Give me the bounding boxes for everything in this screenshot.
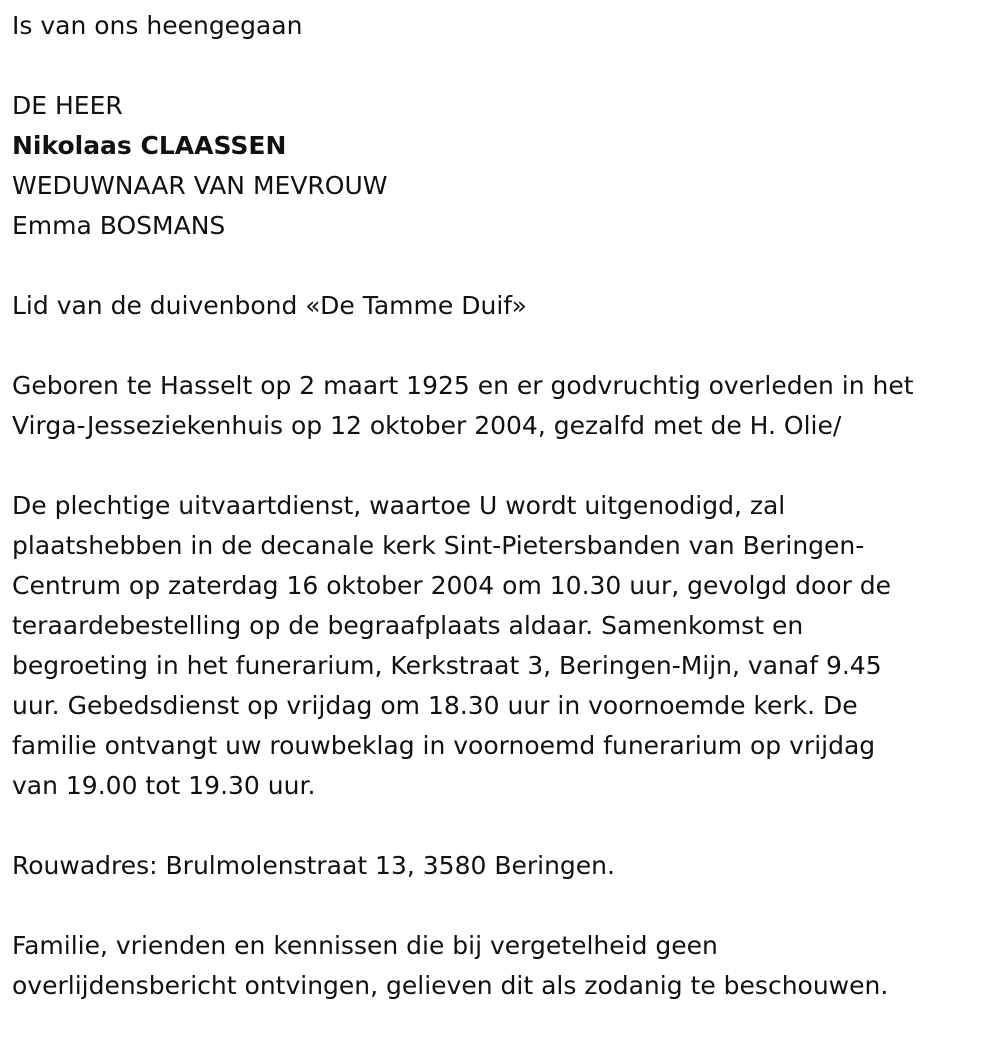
service-line-7: familie ontvangt uw rouwbeklag in voornoemd funerarium op vrijdag — [12, 731, 876, 760]
service-block — [12, 486, 988, 806]
service-line-2: plaatshebben in de decanale kerk Sint-Pietersbanden van Beringen- — [12, 531, 865, 560]
deceased-name: Nikolaas CLAASSEN — [12, 131, 287, 160]
service-line-6: uur. Gebedsdienst op vrijdag om 18.30 uur in voornoemde kerk. De — [12, 691, 858, 720]
address-block — [12, 846, 988, 886]
membership-block — [12, 286, 988, 326]
service-line-8: van 19.00 tot 19.30 uur. — [12, 771, 316, 800]
address-text: Rouwadres: Brulmolenstraat 13, 3580 Beringen. — [12, 851, 615, 880]
birth-death-line-2: Virga-Jesseziekenhuis op 12 oktober 2004, gezalfd met de H. Olie/ — [12, 411, 842, 440]
service-line-4: teraardebestelling op de begraafplaats aldaar. Samenkomst en — [12, 611, 804, 640]
service-line-3: Centrum op zaterdag 16 oktober 2004 om 10.30 uur, gevolgd door de — [12, 571, 892, 600]
service-line-5: begroeting in het funerarium, Kerkstraat 3, Beringen-Mijn, vanaf 9.45 — [12, 651, 882, 680]
spouse-relation: WEDUWNAAR VAN MEVROUW — [12, 171, 388, 200]
closing-block — [12, 926, 988, 1006]
intro-block — [12, 6, 988, 46]
closing-line-2: overlijdensbericht ontvingen, gelieven dit als zodanig te beschouwen. — [12, 971, 889, 1000]
membership-text: Lid van de duivenbond «De Tamme Duif» — [12, 291, 527, 320]
intro-text: Is van ons heengegaan — [12, 11, 303, 40]
closing-line-1: Familie, vrienden en kennissen die bij vergetelheid geen — [12, 931, 718, 960]
service-line-1: De plechtige uitvaartdienst, waartoe U wordt uitgenodigd, zal — [12, 491, 786, 520]
birth-death-block — [12, 366, 988, 446]
name-block — [12, 86, 988, 246]
title-text: DE HEER — [12, 91, 123, 120]
spouse-name: Emma BOSMANS — [12, 211, 226, 240]
birth-death-line-1: Geboren te Hasselt op 2 maart 1925 en er godvruchtig overleden in het — [12, 371, 914, 400]
